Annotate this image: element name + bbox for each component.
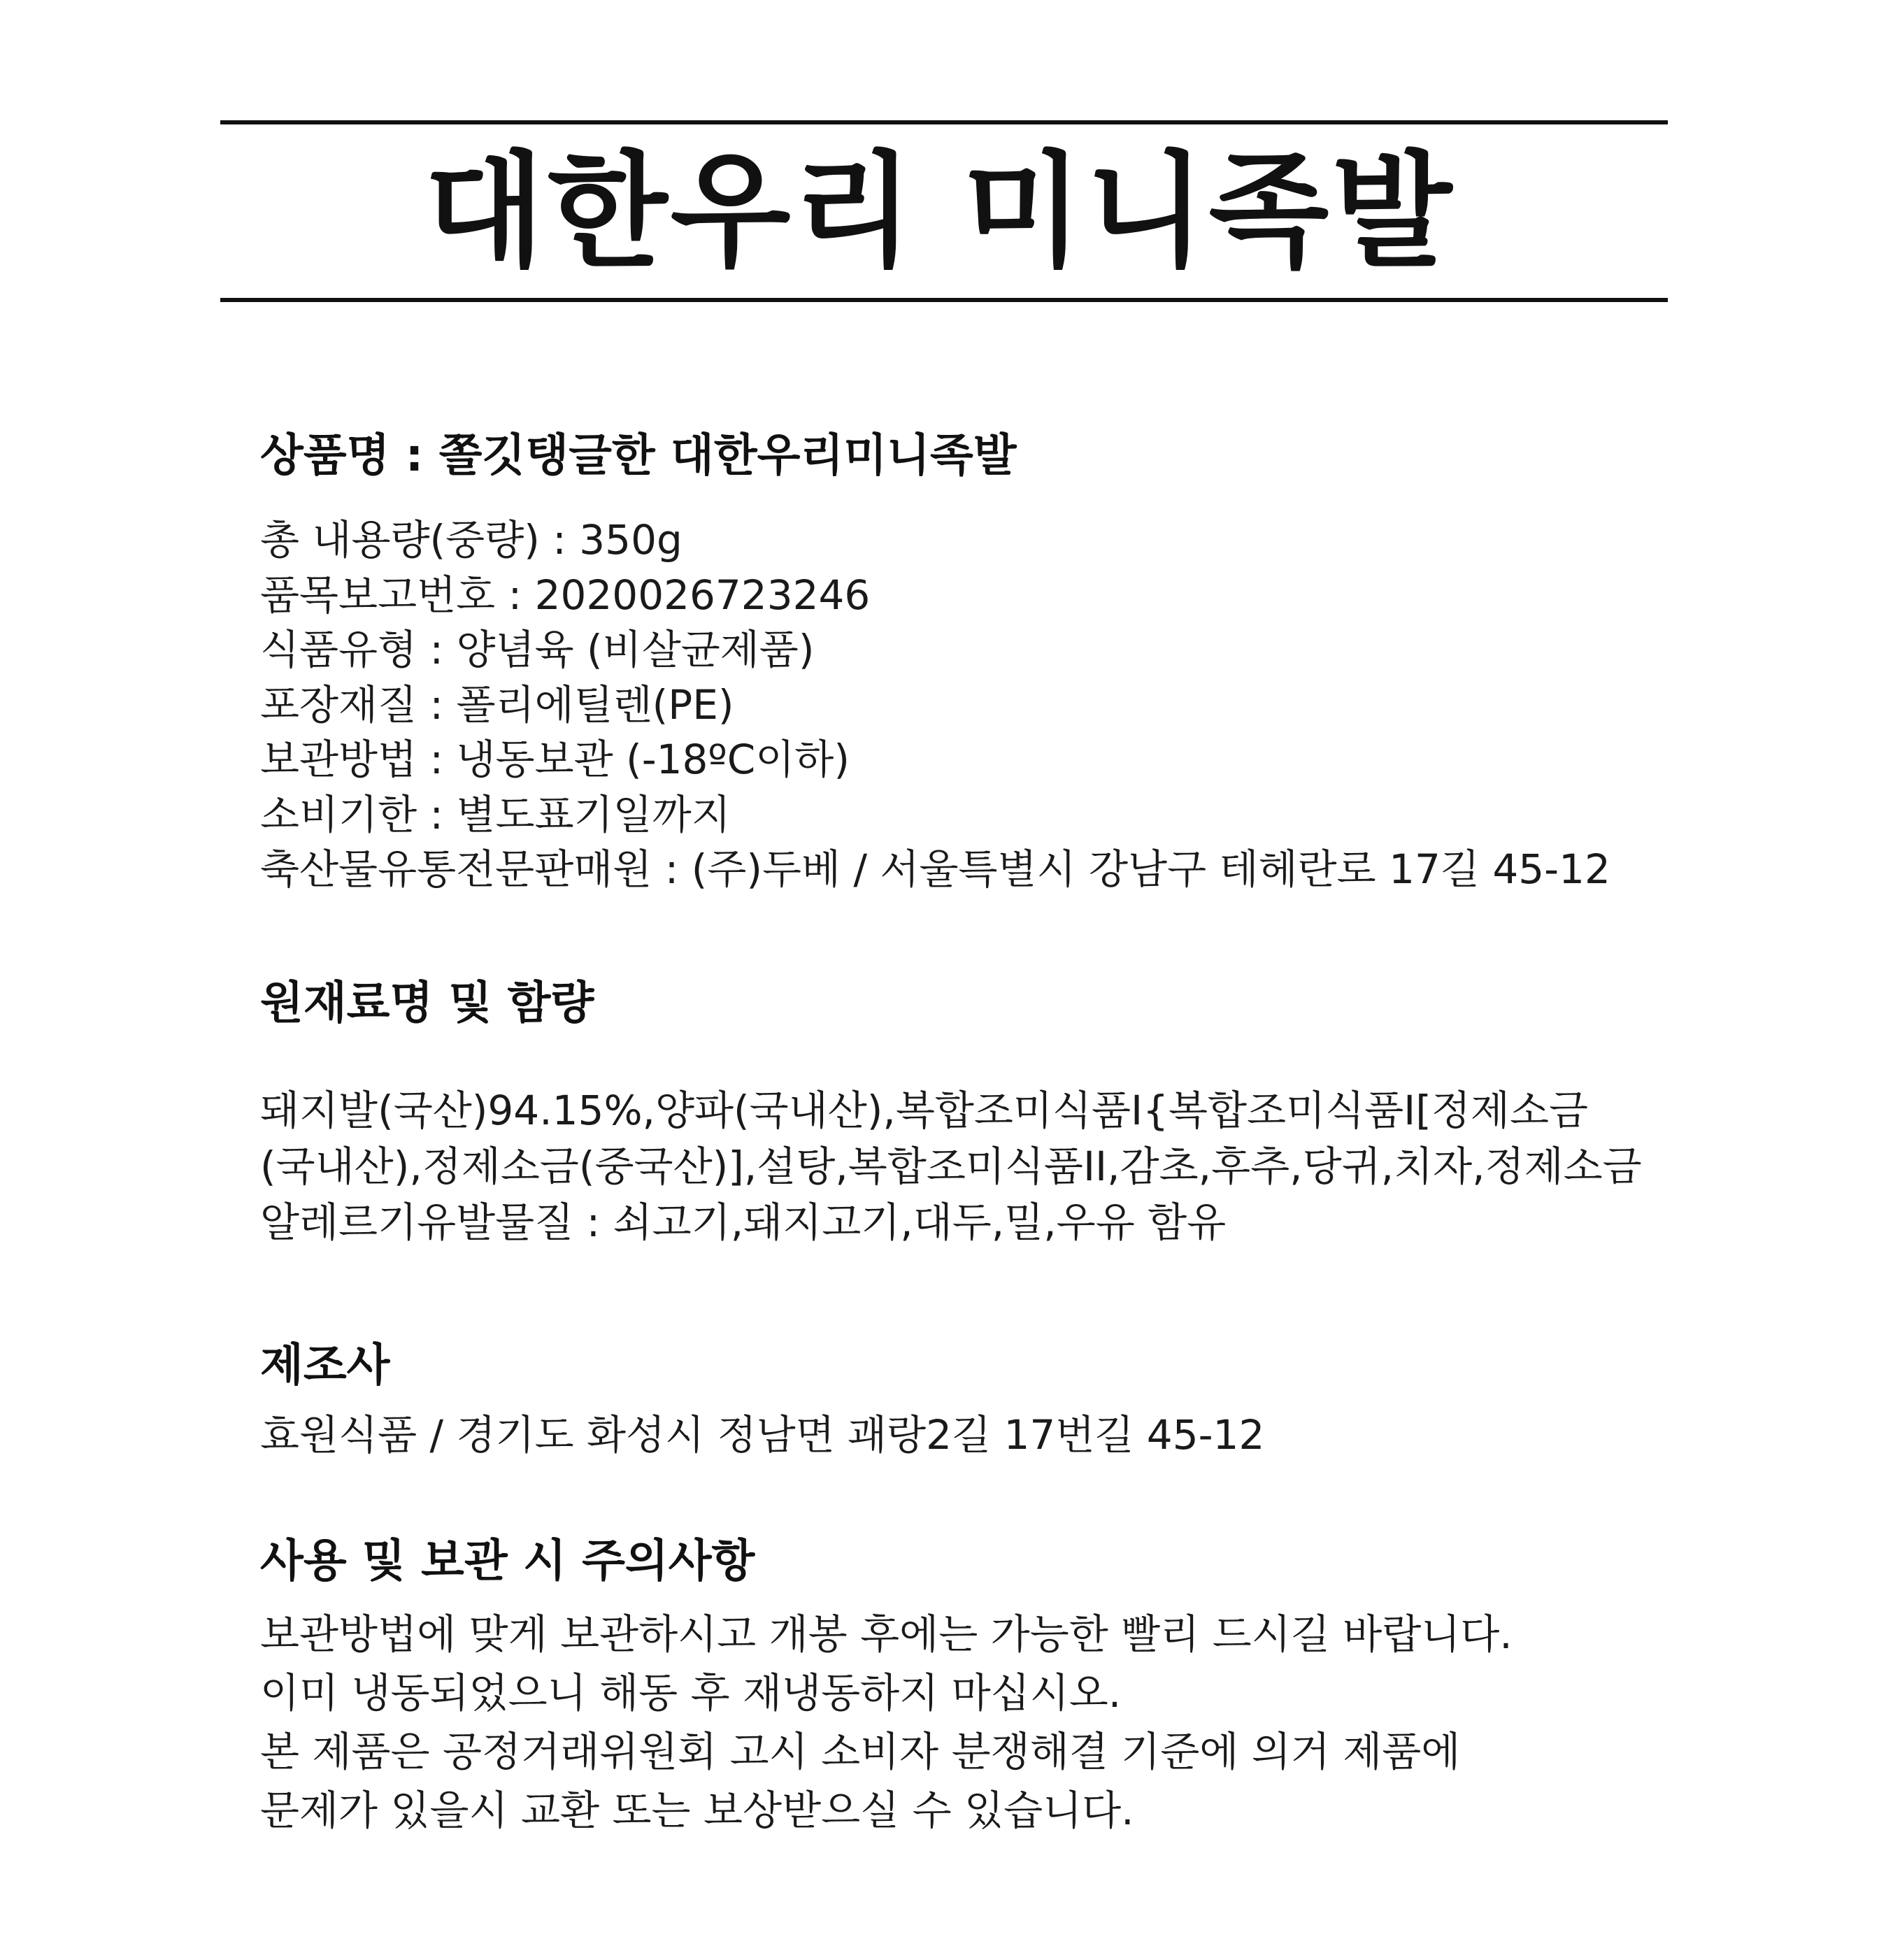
manufacturer-heading: 제조사: [260, 1340, 390, 1392]
ingredients-line: (국내산),정제소금(중국산)],설탕,복합조미식품II,감초,후추,당귀,치자,정제소금: [260, 1143, 1642, 1190]
product-info-line: 총 내용량(중량) : 350g: [260, 516, 683, 564]
product-name-heading: 상품명 : 쫄깃탱글한 대한우리미니족발: [260, 430, 1017, 482]
caution-line: 본 제품은 공정거래위원회 고시 소비자 분쟁해결 기준에 의거 제품에: [260, 1728, 1461, 1775]
cautions-heading: 사용 및 보관 시 주의사항: [260, 1536, 755, 1587]
allergen-line: 알레르기유발물질 : 쇠고기,돼지고기,대두,밀,우유 함유: [260, 1199, 1227, 1246]
cautions-block: [260, 1605, 1513, 1840]
product-info-line: 식품유형 : 양념육 (비살균제품): [260, 626, 815, 673]
ingredients-line: 돼지발(국산)94.15%,양파(국내산),복합조미식품I{복합조미식품I[정제소금: [260, 1087, 1589, 1134]
caution-line: 이미 냉동되었으니 해동 후 재냉동하지 마십시오.: [260, 1669, 1122, 1717]
title-top-rule: [220, 120, 1668, 124]
product-info-block: [260, 513, 1610, 897]
manufacturer-line: 효원식품 / 경기도 화성시 정남면 괘랑2길 17번길 45-12: [260, 1411, 1265, 1459]
caution-line: 문제가 있을시 교환 또는 보상받으실 수 있습니다.: [260, 1787, 1134, 1834]
page-title: 대한우리 미니족발: [424, 139, 1455, 284]
product-info-line: 포장재질 : 폴리에틸렌(PE): [260, 680, 734, 729]
caution-line: 보관방법에 맞게 보관하시고 개봉 후에는 가능한 빨리 드시길 바랍니다.: [260, 1610, 1513, 1658]
product-info-line: 품목보고번호 : 2020026723246: [260, 571, 871, 619]
ingredients-block: [260, 1082, 1642, 1250]
title-bottom-rule: [220, 298, 1668, 302]
product-info-line: 소비기한 : 별도표기일까지: [260, 790, 731, 838]
product-info-line: 보관방법 : 냉동보관 (-18ºC이하): [260, 736, 850, 783]
product-info-line: 축산물유통전문판매원 : (주)두베 / 서울특별시 강남구 테헤란로 17길 45-12: [260, 845, 1610, 893]
ingredients-heading: 원재료명 및 함량: [260, 978, 594, 1029]
